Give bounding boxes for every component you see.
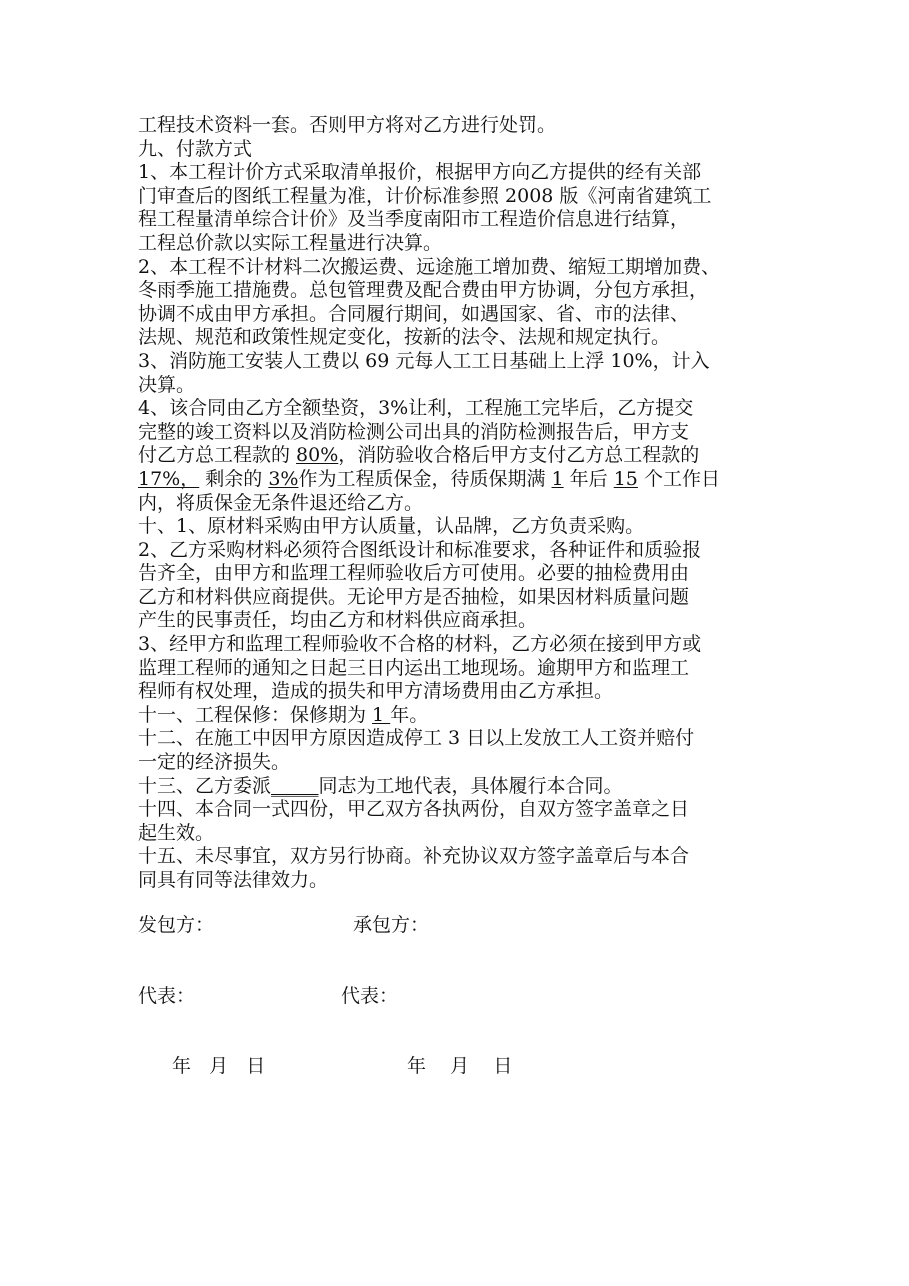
text-segment: 十三、乙方委派 [138, 774, 272, 797]
text-line [138, 444, 788, 468]
underlined-value: 1 [372, 703, 391, 726]
text-line [138, 279, 788, 303]
text-line [138, 562, 788, 586]
text-segment: 同具有同等法律效力。 [138, 869, 329, 891]
text-segment: 1、本工程计价方式采取清单报价，根据甲方向乙方提供的经有关部 [138, 161, 702, 184]
text-line [138, 775, 788, 799]
text-segment: 付乙方总工程款的 [138, 444, 297, 467]
text-line [138, 208, 788, 232]
underlined-value: 15 [613, 467, 638, 490]
text-segment: 决算。 [138, 373, 196, 396]
text-line [138, 586, 788, 610]
date-b: 年 月 日 [407, 1055, 513, 1077]
text-line [138, 798, 788, 822]
text-line [138, 161, 788, 185]
text-line [138, 822, 788, 846]
text-segment: 产生的民事责任，均由乙方和材料供应商承担。 [138, 609, 538, 632]
underlined-value: 1 [551, 467, 564, 490]
representative-a-label: 代表： [138, 985, 196, 1007]
text-line [138, 492, 788, 516]
text-line [138, 845, 788, 869]
text-segment: 十五、未尽事宜，双方另行协商。补充协议双方签字盖章后与本合 [138, 845, 690, 868]
text-segment: 起生效。 [138, 821, 215, 844]
party-b-label: 承包方： [353, 914, 430, 936]
text-line [138, 657, 788, 681]
text-segment: 内，将质保金无条件退还给乙方。 [138, 491, 424, 514]
text-line [138, 421, 788, 445]
text-line [138, 869, 788, 893]
text-segment: 3、消防施工安装人工费以 69 元每人工工日基础上上浮 10%，计入 [138, 349, 710, 372]
text-line [138, 751, 788, 775]
text-line [138, 704, 788, 728]
text-segment: 十一、工程保修：保修期为 [138, 703, 373, 726]
text-segment: 十四、本合同一式四份，甲乙双方各执两份，自双方签字盖章之日 [138, 798, 690, 821]
text-segment: 2、本工程不计材料二次搬运费、远途施工增加费、缩短工期增加费、 [138, 255, 721, 278]
text-line [138, 397, 788, 421]
text-segment: 法规、规范和政策性规定变化，按新的法令、法规和规定执行。 [138, 326, 671, 349]
text-segment: 门审查后的图纸工程量为准，计价标准参照 2008 版《河南省建筑工 [138, 184, 712, 207]
text-segment: 工程技术资料一套。否则甲方将对乙方进行处罚。 [138, 114, 557, 136]
text-line [138, 468, 788, 492]
text-segment: 十、1、原材料采购由甲方认质量，认品牌，乙方负责采购。 [138, 515, 645, 538]
text-segment: 年后 [563, 467, 614, 490]
text-segment: 年。 [390, 703, 429, 726]
text-segment: 一定的经济损失。 [138, 751, 291, 774]
text-segment: ，消防验收合格后甲方支付乙方总工程款的 [338, 444, 700, 467]
text-line [138, 633, 788, 657]
party-a-label: 发包方： [138, 914, 215, 936]
text-segment: 十二、在施工中因甲方原因造成停工 3 日以上发放工人工资并赔付 [138, 727, 695, 750]
text-line [138, 326, 788, 350]
text-line [138, 303, 788, 327]
text-line [138, 515, 788, 539]
text-segment: 3、经甲方和监理工程师验收不合格的材料，乙方必须在接到甲方或 [138, 633, 702, 656]
text-segment: 作为工程质保金，待质保期满 [298, 467, 552, 490]
text-segment: 乙方和材料供应商提供。无论甲方是否抽检，如果因材料质量问题 [138, 585, 690, 608]
text-line [138, 680, 788, 704]
text-segment: 同志为工地代表，具体履行本合同。 [318, 774, 623, 797]
text-segment: 程工程量清单综合计价》及当季度南阳市工程造价信息进行结算， [138, 208, 690, 231]
text-line [138, 539, 788, 563]
text-segment: 完整的竣工资料以及消防检测公司出具的消防检测报告后，甲方支 [138, 420, 690, 443]
text-line [138, 138, 788, 162]
underlined-value: 3% [268, 467, 299, 490]
text-segment: 个工作日 [637, 467, 720, 490]
text-segment: 九、付款方式 [138, 137, 253, 160]
text-segment: 协调不成由甲方承担。合同履行期间，如遇国家、省、市的法律、 [138, 302, 690, 325]
underlined-value: 80% [296, 444, 339, 467]
text-line [138, 232, 788, 256]
text-segment: 冬雨季施工措施费。总包管理费及配合费由甲方协调，分包方承担， [138, 279, 709, 302]
text-line [138, 256, 788, 280]
text-line [138, 350, 788, 374]
text-line [138, 185, 788, 209]
text-segment: 程师有权处理，造成的损失和甲方清场费用由乙方承担。 [138, 680, 614, 703]
text-line [138, 609, 788, 633]
representative-b-label: 代表： [341, 985, 399, 1007]
text-line [138, 114, 788, 138]
text-segment: 工程总价款以实际工程量进行决算。 [138, 231, 443, 254]
text-segment: 4、该合同由乙方全额垫资，3%让利，工程施工完毕后，乙方提交 [138, 397, 694, 420]
underlined-value: _____ [271, 774, 319, 797]
text-segment: 剩余的 [199, 467, 269, 490]
text-line [138, 374, 788, 398]
text-segment: 监理工程师的通知之日起三日内运出工地现场。逾期甲方和监理工 [138, 656, 690, 679]
text-segment: 告齐全，由甲方和监理工程师验收后方可使用。必要的抽检费用由 [138, 562, 690, 585]
text-segment: 2、乙方采购材料必须符合图纸设计和标准要求，各种证件和质验报 [138, 538, 702, 561]
underlined-value: 17%， [138, 467, 200, 490]
contract-body [138, 114, 788, 893]
text-line [138, 727, 788, 751]
date-a: 年 月 日 [172, 1055, 266, 1077]
